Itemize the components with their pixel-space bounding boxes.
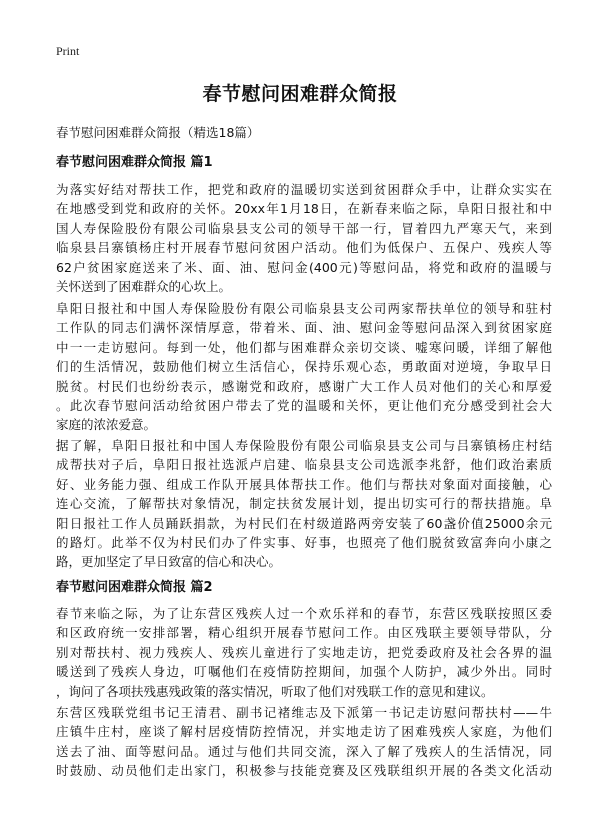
paragraph [56, 703, 552, 781]
paragraph-line: 脱贫。村民们也纷纷表示，感谢党和政府，感谢广大工作人员对他们的关心和厚爱 [56, 378, 552, 394]
paragraph-line: 连心交流，了解帮扶对象情况，制定扶贫发展计划，提出切实可行的帮扶措施。阜 [56, 496, 552, 512]
paragraph-line: 。此次春节慰问活动给贫困户带去了党的温暖和关怀，更让他们充分感受到社会大 [56, 398, 552, 414]
page-title: 春节慰问困难群众简报 [202, 83, 398, 105]
paragraph-line: 中一一走访慰问。每到一处，他们都与困难群众亲切交谈、嘘寒问暖，详细了解他 [56, 339, 552, 355]
paragraph-line: 成帮扶对子后，阜阳日报社选派卢启建、临泉县支公司选派李兆舒，他们政治素质 [56, 457, 552, 473]
document-subtitle: 春节慰问困难群众简报（精选18篇） [56, 125, 260, 140]
paragraph-line: 阜阳日报社和中国人寿保险股份有限公司临泉县支公司两家帮扶单位的领导和驻村 [56, 301, 552, 316]
paragraph [56, 180, 552, 296]
paragraph-line: 时鼓励、动员他们走出家门，积极参与技能竞赛及区残联组织开展的各类文化活动 [56, 763, 552, 779]
paragraph-line: 临泉县吕寨镇杨庄村开展春节慰问贫困户活动。他们为低保户、五保户、残疾人等 [56, 240, 552, 256]
paragraph-line: 路，更加坚定了早日致富的信心和决心。 [56, 554, 282, 570]
paragraph [56, 604, 552, 701]
paragraph-line: 好、业务能力强、组成工作队开展具体帮扶工作。他们与帮扶对象面对面接触，心 [56, 476, 552, 492]
paragraph-line: 春节来临之际，为了让东营区残疾人过一个欢乐祥和的春节，东营区残联按照区委 [56, 606, 552, 621]
paragraph-line: 庄镇牛庄村，座谈了解村居疫情防控情况，并实地走访了困难残疾人家庭，为他们 [56, 724, 552, 740]
paragraph-line: 的路灯。此举不仅为村民们办了件实事、好事，也照亮了他们脱贫致富奔向小康之 [56, 535, 552, 551]
paragraph [56, 299, 552, 435]
paragraph-line: 们的生活情况，鼓励他们树立生活信心，保持乐观心态，勇敢面对逆境，争取早日 [56, 359, 552, 375]
paragraph-line: 62户贫困家庭送来了米、面、油、慰问金(400元)等慰问品，将党和政府的温暖与 [56, 259, 552, 275]
paragraph-line: 送去了油、面等慰问品。通过与他们共同交流，深入了解了残疾人的生活情况，同 [56, 743, 552, 759]
paragraph-line: ，询问了各项扶残惠残政策的落实情况，听取了他们对残联工作的意见和建议。 [56, 683, 494, 699]
print-link[interactable]: Print [56, 44, 80, 58]
paragraph-line: 在地感受到党和政府的关怀。20xx年1月18日，在新春来临之际，阜阳日报社和中 [56, 201, 552, 217]
paragraph-line: 和区政府统一安排部署，精心组织开展春节慰问工作。由区残联主要领导带队，分 [56, 625, 552, 641]
paragraph-line: 别对帮扶村、视力残疾人、残疾儿童进行了实地走访，把党委政府及社会各界的温 [56, 644, 552, 660]
paragraph-line: 关怀送到了困难群众的心坎上。 [56, 279, 232, 295]
paragraph-line: 东营区残联党组书记王清君、副书记褚维志及下派第一书记走访慰问帮扶村——牛 [56, 705, 552, 720]
paragraph-line: 工作队的同志们满怀深情厚意，带着米、面、油、慰问金等慰问品深入到贫困家庭 [56, 320, 552, 336]
section-heading-1: 春节慰问困难群众简报 篇1 [56, 155, 213, 170]
paragraph-line: 为落实好结对帮扶工作，把党和政府的温暖切实送到贫困群众手中，让群众实实在 [56, 182, 552, 197]
paragraph [56, 436, 552, 572]
paragraph-line: 家庭的浓浓爱意。 [56, 417, 157, 433]
paragraph-line: 据了解，阜阳日报社和中国人寿保险股份有限公司临泉县支公司与吕寨镇杨庄村结 [56, 438, 552, 453]
section-heading-2: 春节慰问困难群众简报 篇2 [56, 580, 213, 595]
paragraph-line: 阳日报社工作人员踊跃捐款，为村民们在村级道路两旁安装了60盏价值25000余元 [56, 515, 552, 531]
paragraph-line: 国人寿保险股份有限公司临泉县支公司的领导干部一行，冒着四九严寒天气，来到 [56, 220, 552, 236]
paragraph-line: 暖送到了残疾人身边，叮嘱他们在疫情防控期间，加强个人防护，减少外出。同时 [56, 664, 552, 680]
